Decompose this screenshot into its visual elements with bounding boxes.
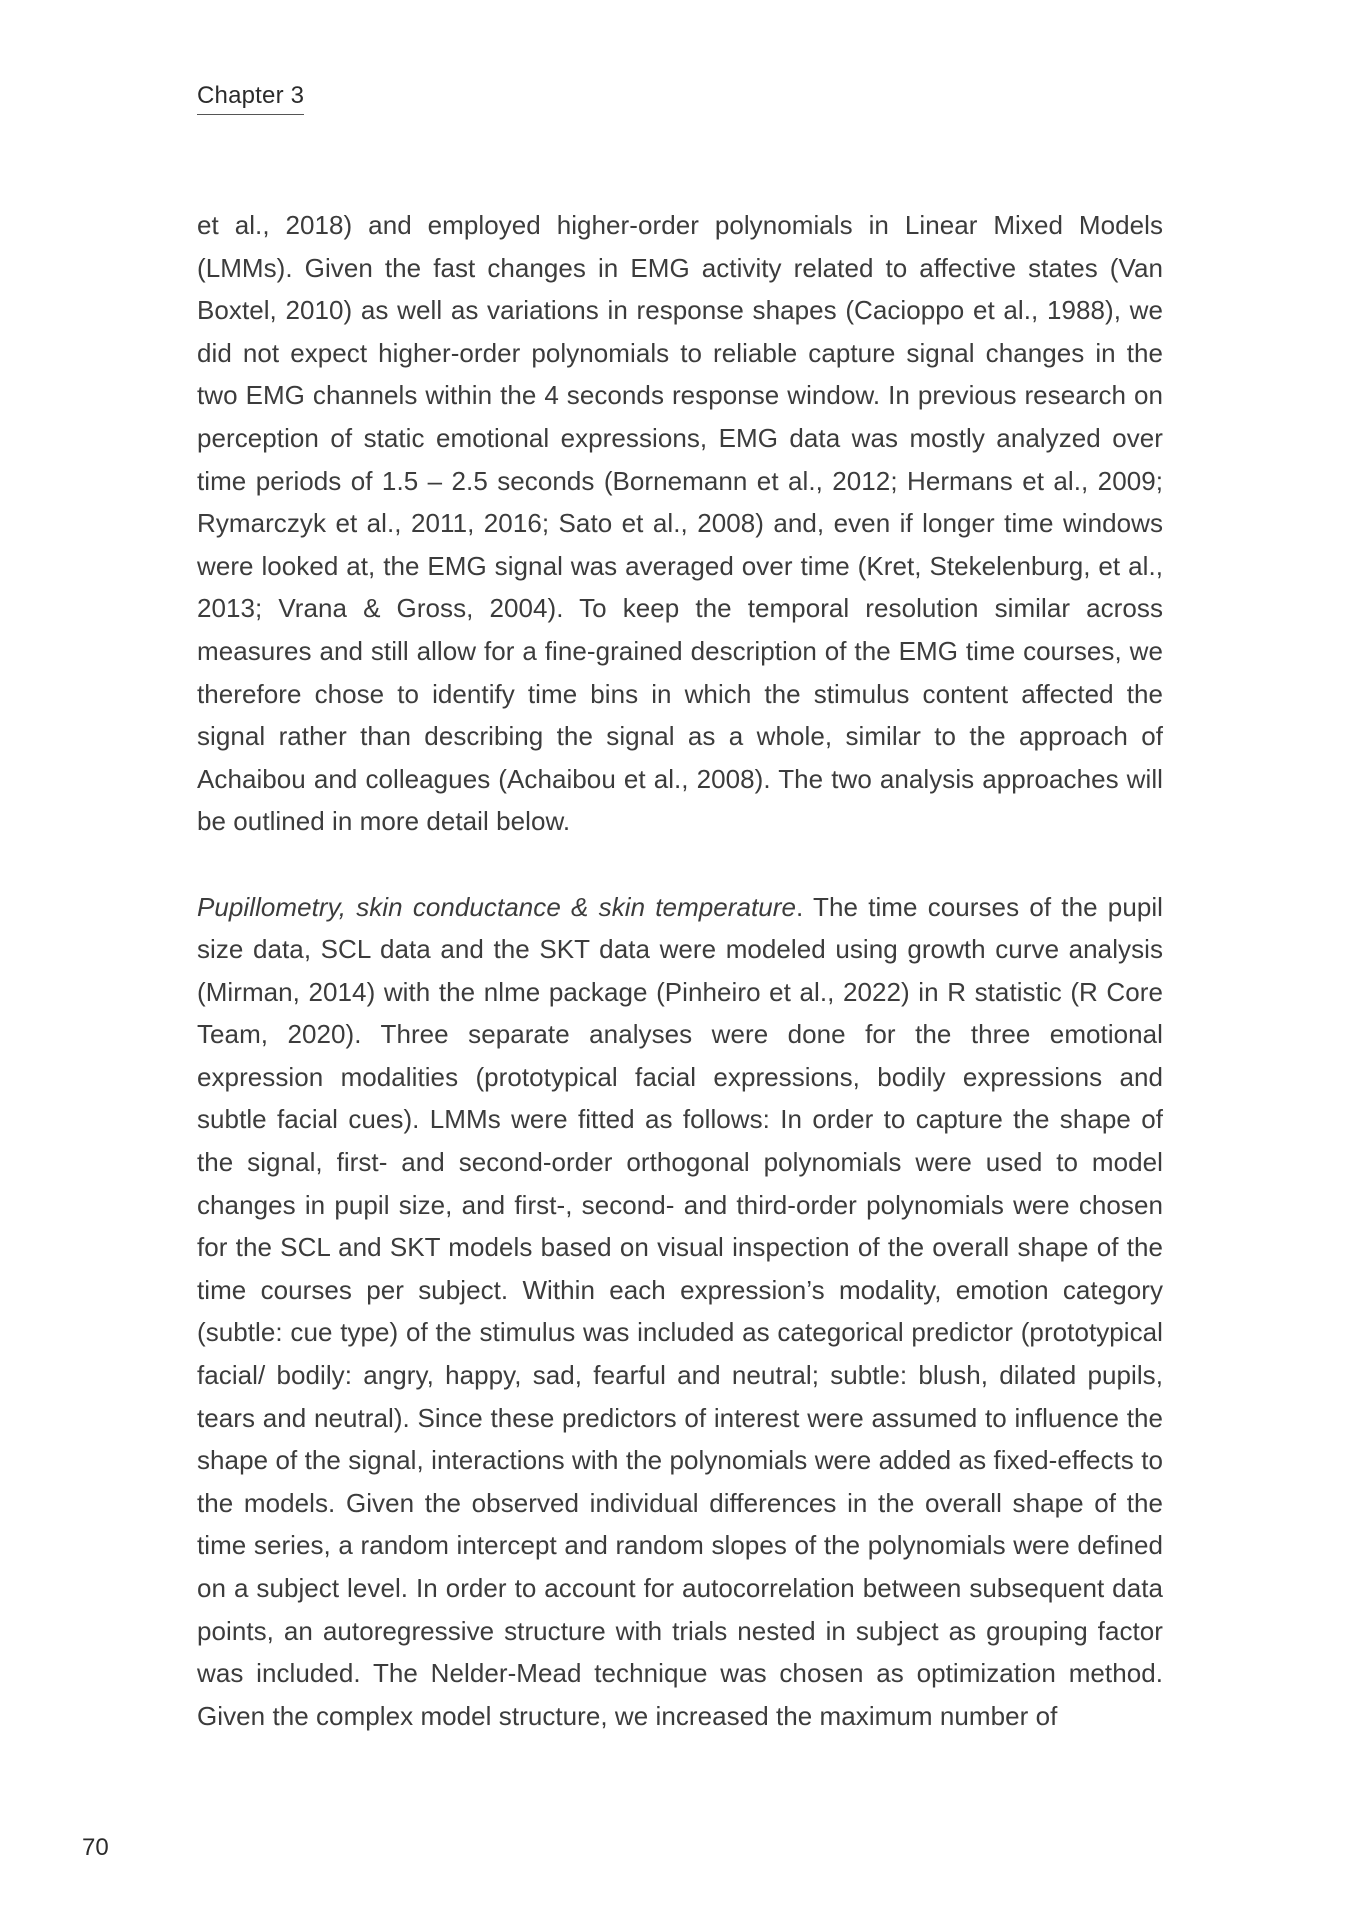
body-text [197, 204, 1163, 1737]
chapter-running-header: Chapter 3 [197, 80, 304, 115]
paragraph-growth-curve-analysis [197, 886, 1163, 1738]
paragraph-emg-analysis: et al., 2018) and employed higher-order polynomials in Linear Mixed Models (LMMs). Given the fast changes in EMG activity related to affective states (Van Boxtel, 2010) as well as variations in response shapes (Cacioppo et al., 1988), we did not expect higher-order polynomials to reliable capture signal changes in the two EMG channels within the 4 seconds response window. In previous research on perception of static emotional expressions, EMG data was mostly analyzed over time periods of 1.5 – 2.5 seconds (Bornemann et al., 2012; Hermans et al., 2009; Rymarczyk et al., 2011, 2016; Sato et al., 2008) and, even if longer time windows were looked at, the EMG signal was averaged over time (Kret, Stekelenburg, et al., 2013; Vrana & Gross, 2004). To keep the temporal resolution similar across measures and still allow for a fine-grained description of the EMG time courses, we therefore chose to identify time bins in which the stimulus content affected the signal rather than describing the signal as a whole, similar to the approach of Achaibou and colleagues (Achaibou et al., 2008). The two analysis approaches will be outlined in more detail below. [197, 210, 1163, 837]
paragraph-heading-pupillometry: Pupillometry, skin conductance & skin temperature [197, 891, 797, 922]
paragraph-text-pupillometry: . The time courses of the pupil size data, SCL data and the SKT data were modeled using growth curve analysis (Mirman, 2014) with the nlme package (Pinheiro et al., 2022) in R statistic (R Core Team, 2020). Three separate analyses were done for the three emotional expression modalities (prototypical facial expressions, bodily expressions and subtle facial cues). LMMs were fitted as follows: In order to capture the shape of the signal, first- and second-order orthogonal polynomials were used to model changes in pupil size, and first-, second- and third-order polynomials were chosen for the SCL and SKT models based on visual inspection of the overall shape of the time courses per subject. Within each expression’s modality, emotion category (subtle: cue type) of the stimulus was included as categorical predictor (prototypical facial/ bodily: angry, happy, sad, fearful and neutral; subtle: blush, dilated pupils, tears and neutral). Since these predictors of interest were assumed to influence the shape of the signal, interactions with the polynomials were added as fixed-effects to the models. Given the observed individual differences in the overall shape of the time series, a random intercept and random slopes of the polynomials were defined on a subject level. In order to account for autocorrelation between subsequent data points, an autoregressive structure with trials nested in subject as grouping factor was included. The Nelder-Mead technique was chosen as optimization method. Given the complex model structure, we increased the maximum number of [197, 891, 1163, 1731]
page-number: 70 [82, 1834, 109, 1861]
